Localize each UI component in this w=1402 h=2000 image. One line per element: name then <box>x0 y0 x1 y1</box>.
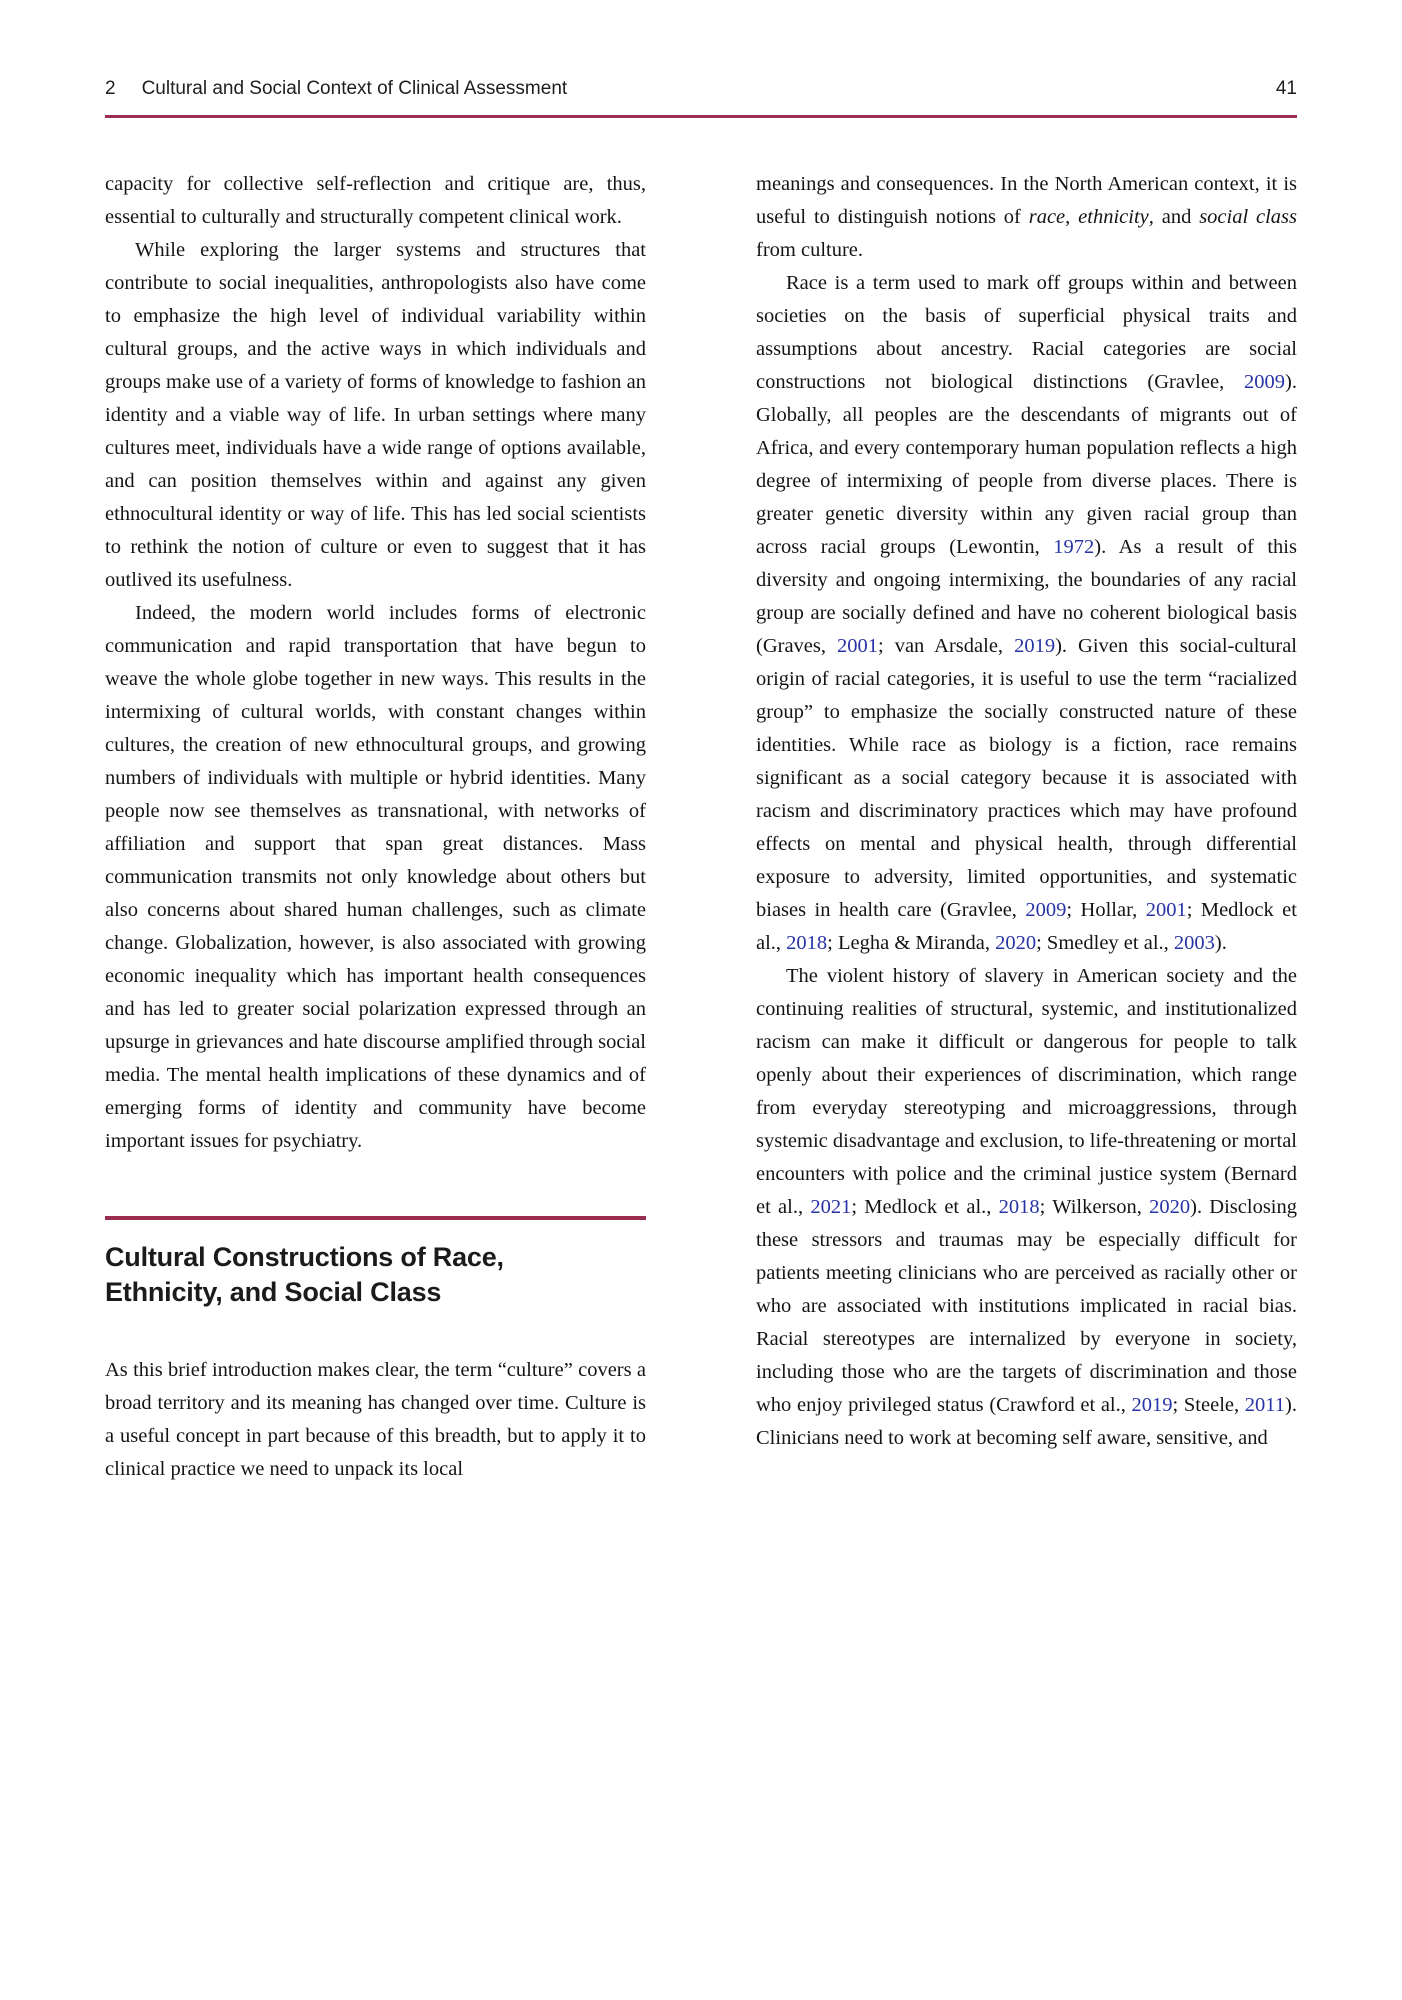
column-right <box>756 168 1297 1486</box>
body-paragraph: While exploring the larger systems and structures that contribute to social inequalities, anthropologists also have come to emphasize the high level of individual variability within cultural groups, and the active ways in which individuals and groups make use of a variety of forms of knowledge to fashion an identity and a viable way of life. In urban settings where many cultures meet, individuals have a wide range of options available, and can position themselves within and against any given ethnocultural identity or way of life. This has led social scientists to rethink the notion of culture or even to suggest that it has outlived its usefulness. <box>105 239 646 591</box>
citation-year-link[interactable]: 2009 <box>1244 371 1286 393</box>
body-paragraph: Race is a term used to mark off groups within and between societies on the basis of superficial physical traits and assumptions about ancestry. Racial categories are social constructions not biological distinctions (Gravlee, 2009). Globally, all peoples are the descendants of migrants out of Africa, and every contemporary human population reflects a high degree of intermixing of people from diverse places. There is greater genetic diversity within any given racial group than across racial groups (Lewontin, 1972). As a result of this diversity and ongoing intermixing, the boundaries of any racial group are socially defined and have no coherent biological basis (Graves, 2001; van Arsdale, 2019). Given this social-cultural origin of racial categories, it is useful to use the term “racialized group” to emphasize the socially constructed nature of these identities. While race as biology is a fiction, race remains significant as a social category because it is associated with racism and discriminatory practices which may have profound effects on mental and physical health, through differential exposure to adversity, limited opportunities, and systematic biases in health care (Gravlee, 2009; Hollar, 2001; Medlock et al., 2018; Legha & Miranda, 2020; Smedley et al., 2003). <box>756 272 1297 954</box>
citation-year-link[interactable]: 2020 <box>1149 1196 1191 1218</box>
chapter-title: Cultural and Social Context of Clinical Assessment <box>141 78 568 99</box>
body-paragraph: As this brief introduction makes clear, the term “culture” covers a broad territory and its meaning has changed over time. Culture is a useful concept in part because of this breadth, but to apply it to clinical practice we need to unpack its local <box>105 1359 646 1480</box>
header-rule <box>105 115 1297 118</box>
chapter-number: 2 <box>105 78 116 99</box>
page-number: 41 <box>1275 78 1297 99</box>
body-paragraph: Indeed, the modern world includes forms of electronic communication and rapid transportation that have begun to weave the whole globe together in new ways. This results in the intermixing of cultural worlds, with constant changes within cultures, the creation of new ethnocultural groups, and growing numbers of individuals with multiple or hybrid identities. Many people now see themselves as transnational, with networks of affiliation and support that span great distances. Mass communication transmits not only knowledge about others but also concerns about shared human challenges, such as climate change. Globalization, however, is also associated with growing economic inequality which has important health consequences and has led to greater social polarization expressed through an upsurge in grievances and hate discourse amplified through social media. The mental health implications of these dynamics and of emerging forms of identity and community have become important issues for psychiatry. <box>105 602 646 1152</box>
section-heading <box>105 1240 646 1310</box>
body-paragraph: meanings and consequences. In the North American context, it is useful to distinguish notions of race, ethnicity, and social class from culture. <box>756 173 1298 261</box>
chapter-info <box>105 78 567 100</box>
citation-year-link[interactable]: 2020 <box>995 932 1037 954</box>
citation-year-link[interactable]: 2019 <box>1131 1394 1173 1416</box>
running-header <box>105 78 1297 100</box>
citation-year-link[interactable]: 2001 <box>1145 899 1187 921</box>
column-left <box>105 168 646 1486</box>
citation-year-link[interactable]: 2019 <box>1014 635 1056 657</box>
emphasis-text: social class <box>1199 206 1298 228</box>
section-divider-rule <box>105 1216 646 1220</box>
body-paragraph: The violent history of slavery in American society and the continuing realities of structural, systemic, and institutionalized racism can make it difficult or dangerous for people to talk openly about their experiences of discrimination, which range from everyday stereotyping and microaggressions, through systemic disadvantage and exclusion, to life-threatening or mortal encounters with police and the criminal justice system (Bernard et al., 2021; Medlock et al., 2018; Wilkerson, 2020). Disclosing these stressors and traumas may be especially difficult for patients meeting clinicians who are perceived as racially other or who are associated with institutions implicated in racial bias. Racial stereotypes are internalized by everyone in society, including those who are the targets of discrimination and those who enjoy privileged status (Crawford et al., 2019; Steele, 2011). Clinicians need to work at becoming self aware, sensitive, and <box>756 965 1298 1449</box>
citation-year-link[interactable]: 1972 <box>1053 536 1095 558</box>
emphasis-text: race <box>1028 206 1066 228</box>
citation-year-link[interactable]: 2001 <box>837 635 879 657</box>
body-paragraph: capacity for collective self-reflection and critique are, thus, essential to culturally and structurally competent clinical work. <box>105 173 646 228</box>
citation-year-link[interactable]: 2003 <box>1173 932 1215 954</box>
citation-year-link[interactable]: 2018 <box>998 1196 1040 1218</box>
section-heading-line: Cultural Constructions of Race, <box>105 1242 504 1272</box>
emphasis-text: ethnicity <box>1078 206 1149 228</box>
two-column-text <box>105 168 1297 1486</box>
citation-year-link[interactable]: 2009 <box>1025 899 1067 921</box>
citation-year-link[interactable]: 2018 <box>786 932 828 954</box>
section-heading-line: Ethnicity, and Social Class <box>105 1277 442 1307</box>
citation-year-link[interactable]: 2011 <box>1244 1394 1286 1416</box>
citation-year-link[interactable]: 2021 <box>810 1196 852 1218</box>
